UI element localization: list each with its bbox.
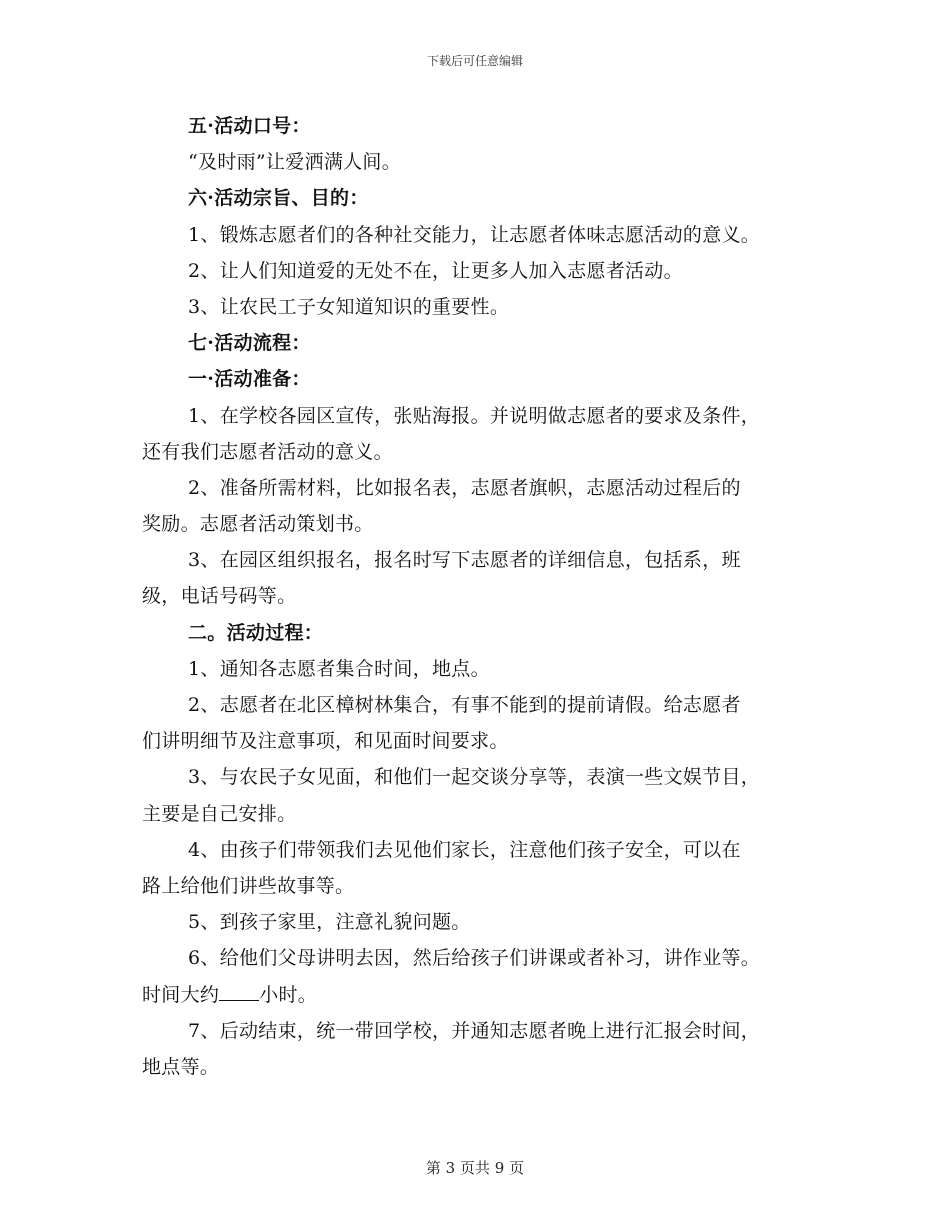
paragraph-line: 1、在学校各园区宣传，张贴海报。并说明做志愿者的要求及条件， [188, 404, 761, 427]
paragraph-line: 2、志愿者在北区樟树林集合，有事不能到的提前请假。给志愿者 [188, 694, 741, 716]
paragraph-line [142, 977, 822, 1013]
paragraph-line: 3、让农民工子女知道知识的重要性。 [188, 295, 510, 318]
fill-in-blank [219, 982, 259, 1001]
section-heading: 二。活动过程： [188, 621, 324, 644]
paragraph-line: 7、后动结束，统一带回学校，并通知志愿者晚上进行汇报会时间， [188, 1019, 761, 1042]
paragraph-line: 2、准备所需材料，比如报名表，志愿者旗帜，志愿活动过程后的 [188, 476, 741, 499]
paragraph-line: 路上给他们讲些故事等。 [142, 874, 355, 897]
paragraph-line: 级，电话号码等。 [142, 585, 297, 608]
paragraph-line: 1、锻炼志愿者们的各种社交能力，让志愿者体味志愿活动的意义。 [188, 223, 761, 246]
paragraph-line: 4、由孩子们带领我们去见他们家长，注意他们孩子安全，可以在 [188, 838, 741, 861]
section-heading: 五·活动口号： [188, 115, 311, 137]
paragraph-line: 1、通知各志愿者集合时间，地点。 [188, 657, 490, 680]
page-footer: 第 3 页共 9 页 [425, 1159, 525, 1177]
paragraph-line: 主要是自己安排。 [142, 802, 297, 825]
paragraph-line: 还有我们志愿者活动的意义。 [142, 440, 393, 463]
paragraph-line: 2、让人们知道爱的无处不在，让更多人加入志愿者活动。 [188, 259, 683, 282]
paragraph-line: 奖励。志愿者活动策划书。 [142, 513, 374, 536]
section-heading: 七·活动流程： [188, 332, 311, 355]
paragraph-line: 3、与农民子女见面，和他们一起交谈分享等，表演一些文娱节目， [188, 766, 761, 789]
document-body [142, 108, 822, 1085]
paragraph-line: 5、到孩子家里，注意礼貌问题。 [188, 911, 471, 934]
section-heading: 六·活动宗旨、目的： [188, 187, 369, 210]
paragraph-line: 们讲明细节及注意事项，和见面时间要求。 [142, 730, 509, 753]
section-heading: 一·活动准备： [188, 368, 311, 391]
paragraph-line: 地点等。 [142, 1055, 220, 1078]
line-text: 小时。 [259, 983, 318, 1006]
line-text: 时间大约 [142, 983, 220, 1006]
paragraph-line: 3、在园区组织报名，报名时写下志愿者的详细信息，包括系，班 [188, 549, 741, 572]
paragraph-line: “及时雨”让爱洒满人间。 [188, 151, 402, 174]
paragraph-line: 6、给他们父母讲明去因，然后给孩子们讲课或者补习，讲作业等。 [188, 947, 761, 970]
page-header: 下载后可任意编辑 [426, 54, 523, 68]
